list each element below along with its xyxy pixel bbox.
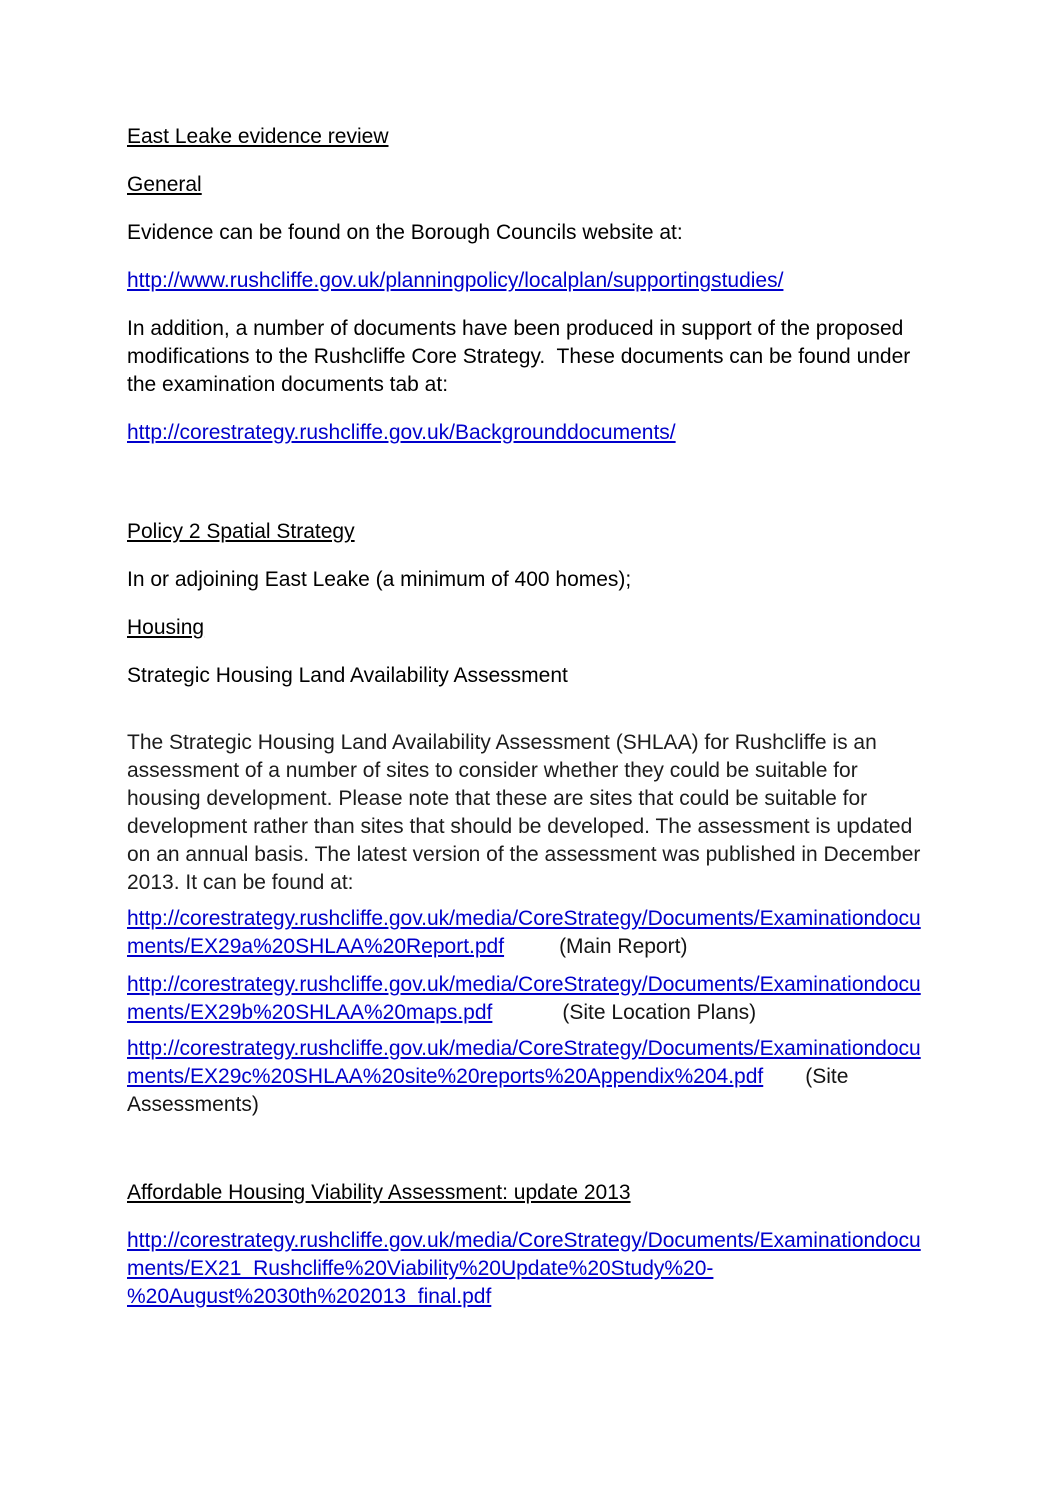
link-label-site-assessments: (Site Assessments) [127,1065,854,1116]
heading-affordable-housing-viability: Affordable Housing Viability Assessment: update 2013 [127,1181,631,1204]
link-label-main-report: (Main Report) [559,935,688,958]
subheading-shlaa: Strategic Housing Land Availability Assessment [127,664,568,687]
link-shlaa-site-reports[interactable]: http://corestrategy.rushcliffe.gov.uk/media/CoreStrategy/Documents/Examinationdocuments/EX29c%20SHLAA%20site%20reports%20Appendix%204.pdf [127,1037,921,1088]
paragraph-evidence-found: Evidence can be found on the Borough Councils website at: [127,221,683,244]
paragraph-supporting-studies-link [127,267,933,295]
paragraph-shlaa-report-link [127,905,933,961]
paragraph-background-documents-link [127,419,933,447]
tab-spacer [763,1082,805,1083]
link-background-documents[interactable]: http://corestrategy.rushcliffe.gov.uk/Backgrounddocuments/ [127,421,676,444]
heading-housing: Housing [127,616,205,639]
paragraph-in-addition: In addition, a number of documents have been produced in support of the proposed modifications to the Rushcliffe Core Strategy. These documents can be found under the examination documents tab at: [127,317,917,396]
heading-policy-2-spatial-strategy: Policy 2 Spatial Strategy [127,520,355,543]
paragraph-east-leake-homes: In or adjoining East Leake (a minimum of 400 homes); [127,568,632,591]
paragraph-viability-update-link [127,1227,933,1311]
tab-spacer [504,952,559,953]
link-label-site-location-plans: (Site Location Plans) [562,1001,757,1024]
paragraph-shlaa-maps-link [127,971,933,1027]
link-supporting-studies[interactable]: http://www.rushcliffe.gov.uk/planningpolicy/localplan/supportingstudies/ [127,269,784,292]
heading-east-leake-evidence-review: East Leake evidence review [127,125,389,148]
link-viability-update-study[interactable]: http://corestrategy.rushcliffe.gov.uk/media/CoreStrategy/Documents/Examinationdocuments/EX21_Rushcliffe%20Viability%20Update%20Study%20-%20August%2030th%202013_final.pdf [127,1229,921,1308]
paragraph-shlaa-description: The Strategic Housing Land Availability Assessment (SHLAA) for Rushcliffe is an assessment of a number of sites to consider whether they could be suitable for housing development. Please note that these are sites that could be suitable for development rather than sites that should be developed. The assessment is updated on an annual basis. The latest version of the assessment was published in December 2013. It can be found at: [127,731,927,894]
heading-general: General [127,173,202,196]
paragraph-shlaa-site-reports-link [127,1035,933,1119]
link-shlaa-main-report[interactable]: http://corestrategy.rushcliffe.gov.uk/media/CoreStrategy/Documents/Examinationdocuments/EX29a%20SHLAA%20Report.pdf [127,907,921,958]
link-shlaa-maps[interactable]: http://corestrategy.rushcliffe.gov.uk/media/CoreStrategy/Documents/Examinationdocuments/EX29b%20SHLAA%20maps.pdf [127,973,921,1024]
tab-spacer [492,1018,562,1019]
